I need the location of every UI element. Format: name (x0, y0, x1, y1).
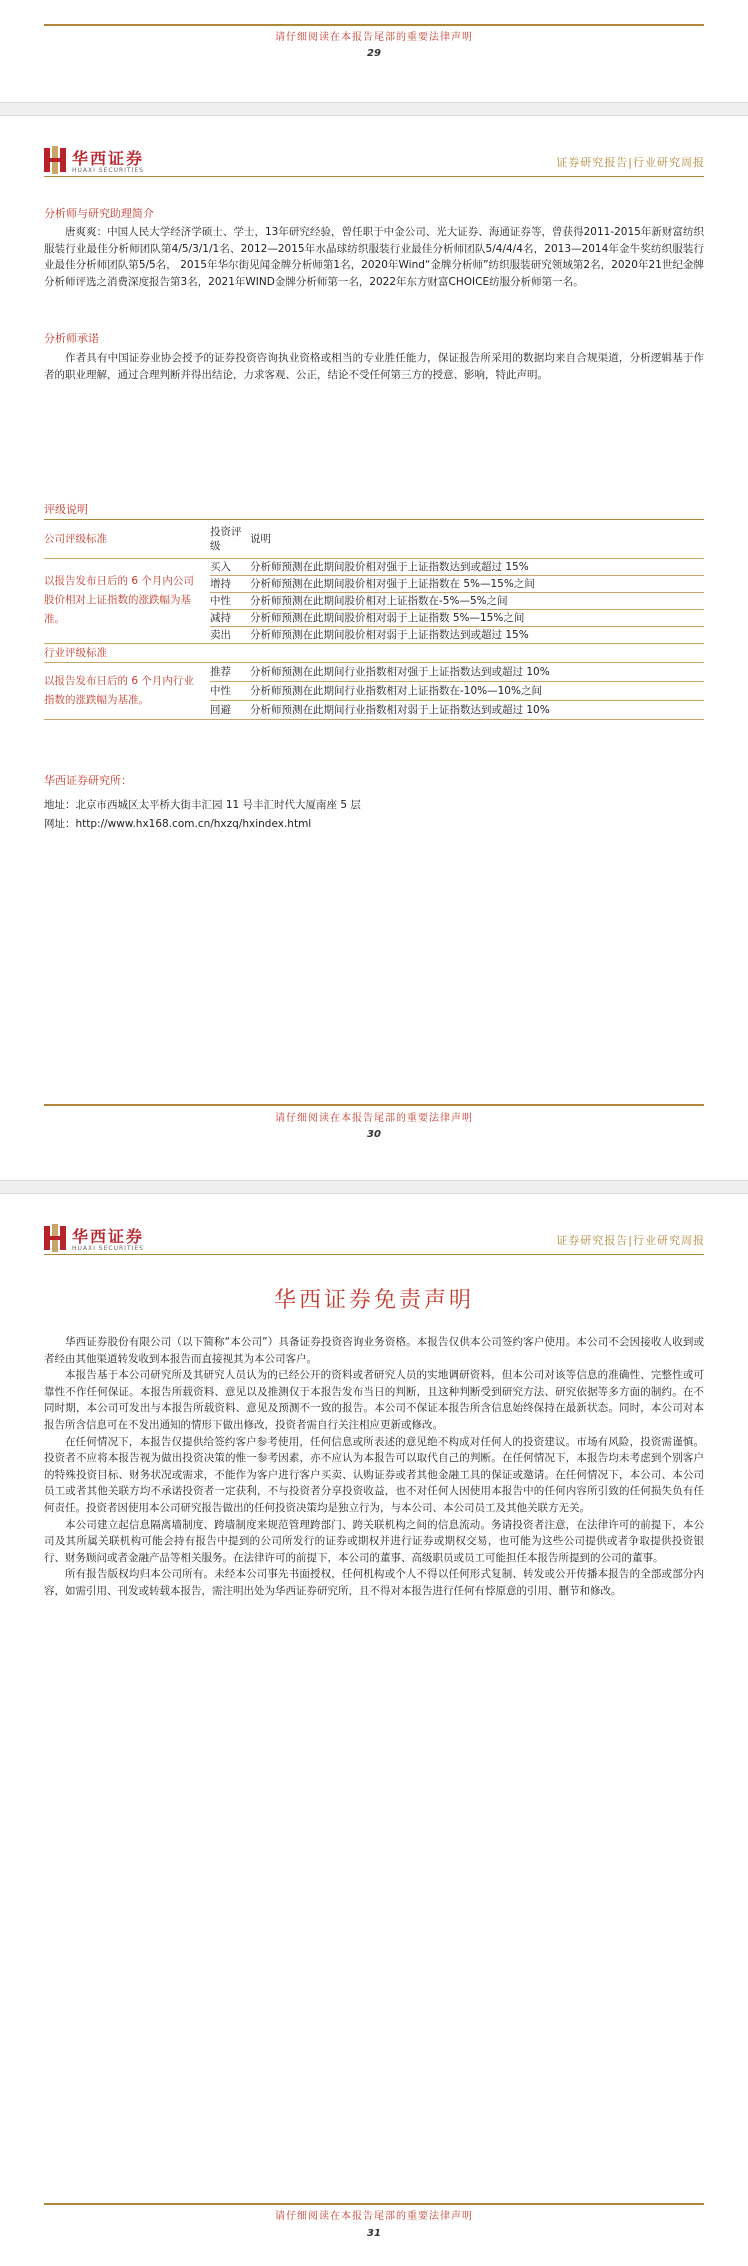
header-rule (44, 1254, 704, 1255)
rating-desc: 分析师预测在此期间股价相对弱于上证指数达到或超过 15% (250, 629, 529, 641)
header-rule (44, 176, 704, 177)
analyst-section-title: 分析师与研究助理简介 (44, 207, 154, 220)
footer-note: 请仔细阅读在本报告尾部的重要法律声明 (275, 1113, 473, 1124)
industry-rating-note: 以报告发布日后的 6 个月内行业指数的涨跌幅为基准。 (44, 674, 194, 706)
rating-label: 推荐 (210, 666, 231, 678)
disclaimer-paragraph: 本公司建立起信息隔离墙制度、跨墙制度来规范管理跨部门、跨关联机构之间的信息流动。务请投资者注意，在法律许可的前提下，本公司及其所属关联机构可能会持有报告中提到的公司所发行的证券或期权并进行证券或期权交易，也可能为这些公司提供或者争取提供投资银行、财务顾问或者金融产品等相关服务。在法律许可的前提下，本公司的董事、高级职员或员工可能担任本报告所提到的公司的董事。 (44, 1518, 704, 1564)
rating-label: 回避 (210, 704, 231, 716)
commitment-body (44, 350, 704, 383)
company-rating-header: 公司评级标准 (44, 533, 107, 546)
rating-desc: 分析师预测在此期间股价相对强于上证指数在 5%—15%之间 (250, 578, 535, 590)
footer-note: 请仔细阅读在本报告尾部的重要法律声明 (275, 32, 473, 43)
disclaimer-paragraph: 所有报告版权均归本公司所有。未经本公司事先书面授权，任何机构或个人不得以任何形式复制、转发或公开传播本报告的全部或部分内容，如需引用、刊发或转载本报告，需注明出处为华西证券研究所，且不得对本报告进行任何有悖原意的引用、删节和修改。 (44, 1568, 704, 1597)
footer-note: 请仔细阅读在本报告尾部的重要法律声明 (275, 2211, 473, 2222)
page-gap (0, 1180, 748, 1194)
footer-rule (44, 1104, 704, 1106)
disclaimer-paragraph: 华西证券股份有限公司（以下简称“本公司”）具备证券投资咨询业务资格。本报告仅供本公司签约客户使用。本公司不会因接收人收到或者经由其他渠道转发收到本报告而直接视其为本公司客户。 (44, 1336, 704, 1365)
footer-rule (44, 2203, 704, 2205)
logo-subtext: HUAXI SECURITIES (72, 167, 144, 174)
page-gap (0, 102, 748, 116)
analyst-bio-text: 唐爽爽：中国人民大学经济学硕士、学士，13年研究经验，曾任职于中金公司、光大证券、海通证券等，曾获得2011-2015年新财富纺织服装行业最佳分析师团队第4/5/3/1/1名、2012—2015年水晶球纺织服装行业最佳分析师团队5/4/4/4名，2013—2014年金牛奖纺织服装行业最佳分析师团队第5/5名， 2015年华尔街见闻金牌分析师第1名，2020年Wind“金牌分析师”纺织服装研究领域第2名，2020年21世纪金牌分析师评选之消费深度报告第3名，2021年WIND金牌分析师第一名，2022年东方财富CHOICE纺服分析师第一名。 (44, 226, 704, 288)
analyst-bio (44, 224, 704, 290)
rating-header-row (44, 520, 704, 558)
commitment-text: 作者具有中国证券业协会授予的证券投资咨询执业资格或相当的专业胜任能力，保证报告所采用的数据均来自合规渠道，分析逻辑基于作者的职业理解，通过合理判断并得出结论，力求客观、公正，结论不受任何第三方的授意、影响，特此声明。 (44, 352, 704, 381)
rating-label: 买入 (210, 561, 231, 573)
rating-col-header: 投资评级 (210, 525, 242, 552)
rating-table (44, 520, 704, 720)
rating-desc: 分析师预测在此期间股价相对强于上证指数达到或超过 15% (250, 561, 529, 573)
rating-label: 增持 (210, 578, 231, 590)
rating-desc: 分析师预测在此期间股价相对上证指数在-5%—5%之间 (250, 595, 508, 607)
logo-subtext: HUAXI SECURITIES (72, 1245, 144, 1252)
rating-label: 卖出 (210, 629, 231, 641)
rating-desc: 分析师预测在此期间行业指数相对强于上证指数达到或超过 10% (250, 666, 550, 678)
company-logo (44, 1222, 164, 1258)
table-row (44, 558, 704, 575)
industry-header-row (44, 643, 704, 662)
commitment-section-title: 分析师承诺 (44, 332, 99, 345)
rating-desc: 分析师预测在此期间股价相对弱于上证指数 5%—15%之间 (250, 612, 525, 624)
logo-mark-icon (44, 146, 66, 174)
rating-label: 中性 (210, 685, 231, 697)
rating-label: 中性 (210, 595, 231, 607)
report-type: 证券研究报告|行业研究周报 (556, 156, 705, 169)
industry-rating-header: 行业评级标准 (44, 647, 107, 659)
logo-mark-icon (44, 1224, 66, 1252)
logo-text: 华西证券 (72, 149, 145, 168)
rating-section-title: 评级说明 (44, 503, 88, 516)
page-number: 31 (367, 2228, 381, 2239)
page-number: 30 (367, 1129, 381, 1140)
company-logo (44, 144, 164, 180)
disclaimer-body (44, 1334, 704, 1600)
page-number: 29 (367, 48, 381, 59)
table-row (44, 662, 704, 681)
report-type: 证券研究报告|行业研究周报 (556, 1234, 705, 1247)
footer-rule (44, 24, 704, 26)
disclaimer-title: 华西证券免责声明 (273, 1288, 474, 1313)
institute-name: 华西证券研究所： (44, 774, 132, 787)
company-rating-note: 以报告发布日后的 6 个月内公司股价相对上证指数的涨跌幅为基准。 (44, 575, 194, 625)
rating-desc: 分析师预测在此期间行业指数相对上证指数在-10%—10%之间 (250, 685, 542, 697)
rating-desc: 分析师预测在此期间行业指数相对弱于上证指数达到或超过 10% (250, 704, 550, 716)
logo-text: 华西证券 (72, 1227, 145, 1246)
desc-col-header: 说明 (250, 533, 271, 546)
institute-website[interactable]: 网址：http://www.hx168.com.cn/hxzq/hxindex.html (44, 818, 312, 830)
institute-address: 地址：北京市西城区太平桥大街丰汇园 11 号丰汇时代大厦南座 5 层 (44, 799, 361, 811)
disclaimer-paragraph: 本报告基于本公司研究所及其研究人员认为的已经公开的资料或者研究人员的实地调研资料，但本公司对该等信息的准确性、完整性或可靠性不作任何保证。本报告所载资料、意见以及推测仅于本报告发布当日的判断，且这种判断受到研究方法、研究依据等多方面的制约。在不同时期，本公司可发出与本报告所载资料、意见及预测不一致的报告。本公司不保证本报告所含信息始终保持在最新状态。同时，本公司对本报告所含信息可在不发出通知的情形下做出修改，投资者需自行关注相应更新或修改。 (44, 1369, 704, 1431)
rating-label: 减持 (210, 612, 231, 624)
disclaimer-paragraph: 在任何情况下，本报告仅提供给签约客户参考使用，任何信息或所表述的意见绝不构成对任何人的投资建议。市场有风险，投资需谨慎。投资者不应将本报告视为做出投资决策的惟一参考因素，亦不应认为本报告可以取代自己的判断。在任何情况下，本报告均未考虑到个别客户的特殊投资目标、财务状况或需求，不能作为客户进行客户买卖、认购证券或者其他金融工具的保证或邀请。在任何情况下，本公司、本公司员工或者其他关联方均不承诺投资者一定获利，不与投资者分享投资收益，也不对任何人因使用本报告中的任何内容所引致的任何损失负有任何责任。投资者因使用本公司研究报告做出的任何投资决策均是独立行为，与本公司、本公司员工及其他关联方无关。 (44, 1435, 704, 1514)
